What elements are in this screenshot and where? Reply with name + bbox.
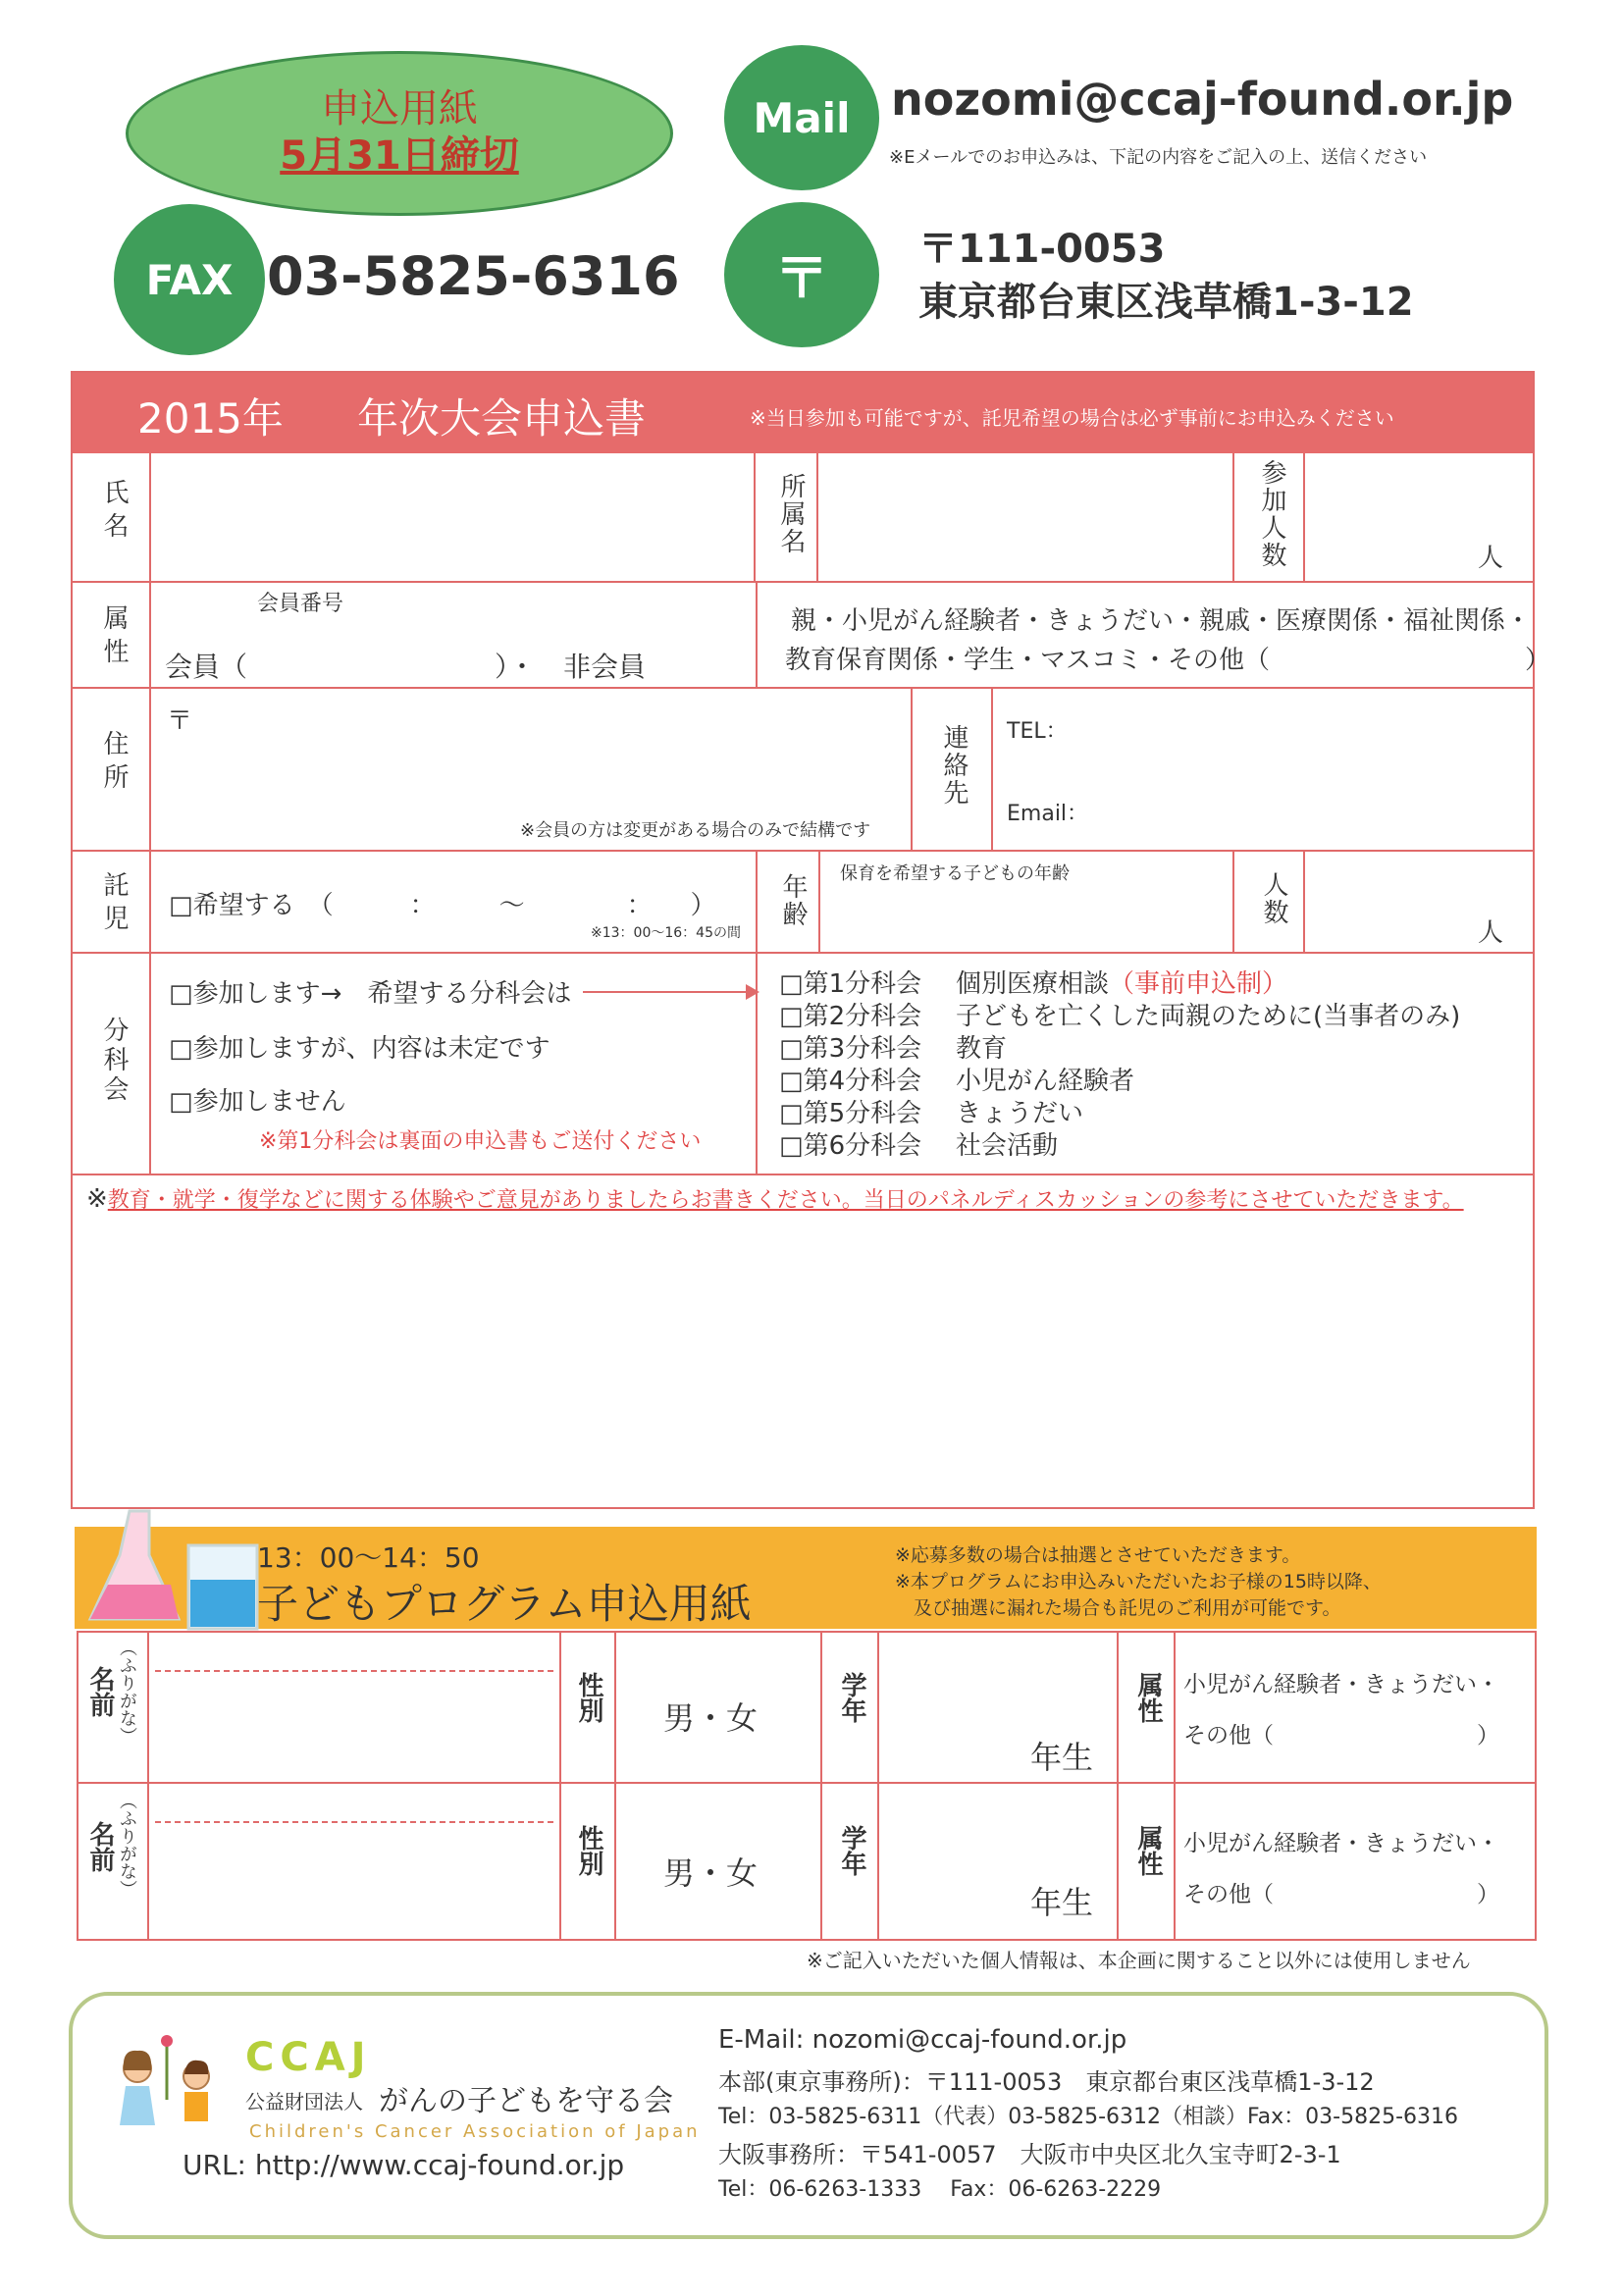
footer-osaka-address: 大阪事務所：〒541-0057 大阪市中央区北久宝寺町2-3-1 — [718, 2141, 1341, 2168]
comments-prompt: ※教育・就学・復学などに関する体験やご意見がありましたらお書きください。当日のパネルディスカッションの参考にさせていただきます。 — [86, 1184, 1464, 1214]
form-title-year: 2015年 — [137, 394, 284, 443]
postal-code: 〒111-0053 — [918, 227, 1166, 272]
session-item-6[interactable]: □第6分科会 社会活動 — [779, 1131, 1059, 1161]
kids-sex-label: 性別 — [574, 1825, 603, 1876]
postal-address: 東京都台東区浅草橋1-3-12 — [918, 280, 1414, 325]
kids-name-input[interactable] — [155, 1676, 553, 1774]
kids-sex-options[interactable]: 男・女 — [663, 1699, 759, 1737]
mail-address[interactable]: nozomi@ccaj-found.or.jp — [891, 73, 1514, 126]
ccaj-logo: CCAJ — [245, 2035, 372, 2080]
flask-icon — [71, 1501, 267, 1639]
kids-name-label: 名前 — [85, 1821, 115, 1872]
session-label: 分科会 — [99, 1017, 129, 1105]
child-age-label: 年齢 — [778, 873, 808, 928]
child-count-label: 人数 — [1259, 871, 1288, 926]
kids-grade-unit: 年生 — [1030, 1884, 1094, 1921]
footer-hq-address: 本部(東京事務所)：〒111-0053 東京都台東区浅草橋1-3-12 — [718, 2068, 1375, 2096]
kids-furigana-label: （ふりがな） — [117, 1792, 137, 1898]
childcare-hours-note: ※13：00～16：45の間 — [591, 925, 741, 941]
join-yes-option[interactable]: □参加します→ 希望する分科会は — [169, 979, 572, 1009]
kids-name-input[interactable] — [155, 1827, 553, 1935]
kids-program-time: 13：00～14：50 — [257, 1541, 480, 1574]
arrow-head-icon — [746, 984, 759, 1000]
kids-program-title: 子どもプログラム申込用紙 — [257, 1580, 752, 1628]
kids-note-3: 及び抽選に漏れた場合も託児のご利用が可能です。 — [895, 1597, 1341, 1619]
form-title: 年次大会申込書 — [357, 394, 647, 443]
address-label: 住所 — [99, 730, 129, 797]
org-url[interactable]: URL: http://www.ccaj-found.or.jp — [183, 2149, 625, 2181]
child-age-note: 保育を希望する子どもの年齢 — [840, 863, 1070, 884]
session-item-4[interactable]: □第4分科会 小児がん経験者 — [779, 1067, 1135, 1096]
privacy-note: ※ご記入いただいた個人情報は、本企画に関すること以外には使用しません — [807, 1949, 1471, 1972]
form-title-note: ※当日参加も可能ですが、託児希望の場合は必ず事前にお申込みください — [750, 406, 1394, 430]
deadline-oval — [126, 51, 673, 216]
footer-hq-phone: Tel：03-5825-6311（代表）03-5825-6312（相談）Fax：03-5825-6316 — [718, 2105, 1459, 2129]
childcare-label: 託児 — [99, 871, 129, 938]
kids-attr-options-1[interactable]: 小児がん経験者・きょうだい・ — [1183, 1831, 1499, 1856]
session-item-3[interactable]: □第3分科会 教育 — [779, 1034, 1008, 1064]
mail-badge: Mail — [724, 45, 879, 190]
attribute-options-line1[interactable]: 親・小児がん経験者・きょうだい・親戚・医療関係・福祉関係・ — [791, 606, 1532, 636]
kids-program-bar — [75, 1527, 1537, 1629]
kids-attr-options-2[interactable]: その他（ ） — [1183, 1723, 1499, 1748]
session-list — [779, 964, 1461, 1161]
session-item-2[interactable]: □第2分科会 子どもを亡くした両親のために(当事者のみ) — [779, 1002, 1461, 1031]
participant-count-label: 参加人数 — [1257, 459, 1286, 569]
address-note: ※会員の方は変更がある場合のみで結構です — [520, 820, 871, 841]
join-no-option[interactable]: □参加しません — [169, 1087, 346, 1117]
session-note: ※第1分科会は裏面の申込書もご送付ください — [259, 1129, 702, 1154]
footer-osaka-phone: Tel：06-6263-1333 Fax：06-6263-2229 — [718, 2177, 1162, 2202]
kids-grade-unit: 年生 — [1030, 1739, 1094, 1776]
name-input[interactable] — [153, 457, 752, 579]
fax-number: 03-5825-6316 — [267, 245, 680, 307]
member-status-options[interactable]: 会員（ ）・ 非会員 — [165, 651, 647, 683]
kids-sex-label: 性別 — [574, 1672, 603, 1723]
tel-input[interactable] — [1070, 703, 1521, 752]
email-input[interactable] — [1089, 785, 1521, 834]
kids-note-1: ※応募多数の場合は抽選とさせていただきます。 — [895, 1544, 1301, 1566]
postal-mark-icon: 〒 — [724, 202, 879, 347]
attribute-options-line2[interactable]: 教育保育関係・学生・マスコミ・その他（ ） — [785, 646, 1551, 675]
kids-grade-label: 学年 — [837, 1672, 866, 1723]
childcare-option[interactable]: □希望する （ ： ～ ： ） — [169, 891, 716, 920]
session-item-5[interactable]: □第5分科会 きょうだい — [779, 1099, 1084, 1128]
affiliation-input[interactable] — [820, 457, 1230, 579]
kids-name-label: 名前 — [85, 1666, 115, 1717]
form-title-bar — [73, 373, 1533, 453]
kids-attr-label: 属性 — [1133, 1825, 1163, 1876]
fax-badge: FAX — [114, 204, 265, 355]
deadline-label: 5月31日締切 — [280, 133, 519, 179]
address-input[interactable] — [153, 691, 909, 824]
child-count-unit: 人 — [1478, 918, 1504, 948]
kids-grade-label: 学年 — [837, 1825, 866, 1876]
name-label: 氏名 — [99, 479, 129, 546]
contact-label: 連絡先 — [939, 724, 969, 807]
org-english-name: Children's Cancer Association of Japan — [249, 2121, 701, 2142]
children-logo-icon — [102, 2031, 230, 2149]
participant-count-unit: 人 — [1478, 544, 1504, 573]
child-age-input[interactable] — [822, 887, 1230, 948]
join-undecided-option[interactable]: □参加しますが、内容は未定です — [169, 1034, 550, 1064]
email-label: Email： — [1007, 802, 1089, 826]
kids-furigana-label: （ふりがな） — [117, 1639, 137, 1745]
kids-attr-options-2[interactable]: その他（ ） — [1183, 1882, 1499, 1907]
address-postal-mark: 〒 — [167, 706, 193, 736]
kids-attr-options-1[interactable]: 小児がん経験者・きょうだい・ — [1183, 1672, 1499, 1697]
mail-note: ※Eメールでのお申込みは、下記の内容をご記入の上、送信ください — [889, 147, 1428, 168]
kids-note-2: ※本プログラムにお申込みいただいたお子様の15時以降、 — [895, 1571, 1382, 1592]
comments-input[interactable] — [75, 1221, 1531, 1505]
attribute-label: 属性 — [99, 604, 129, 671]
kids-sex-options[interactable]: 男・女 — [663, 1854, 759, 1892]
form-type-label: 申込用紙 — [321, 86, 478, 131]
org-name: がんの子どもを守る会 — [379, 2084, 673, 2118]
footer-email[interactable]: E-Mail: nozomi@ccaj-found.or.jp — [718, 2025, 1127, 2055]
kids-attr-label: 属性 — [1133, 1672, 1163, 1723]
arrow-icon — [583, 991, 750, 993]
member-number-label: 会員番号 — [257, 592, 344, 616]
affiliation-label: 所属名 — [776, 473, 806, 555]
tel-label: TEL： — [1007, 719, 1068, 744]
org-prefix: 公益財団法人 — [245, 2090, 363, 2113]
session-item-1[interactable]: □第1分科会 個別医療相談（事前申込制） — [779, 969, 1288, 999]
